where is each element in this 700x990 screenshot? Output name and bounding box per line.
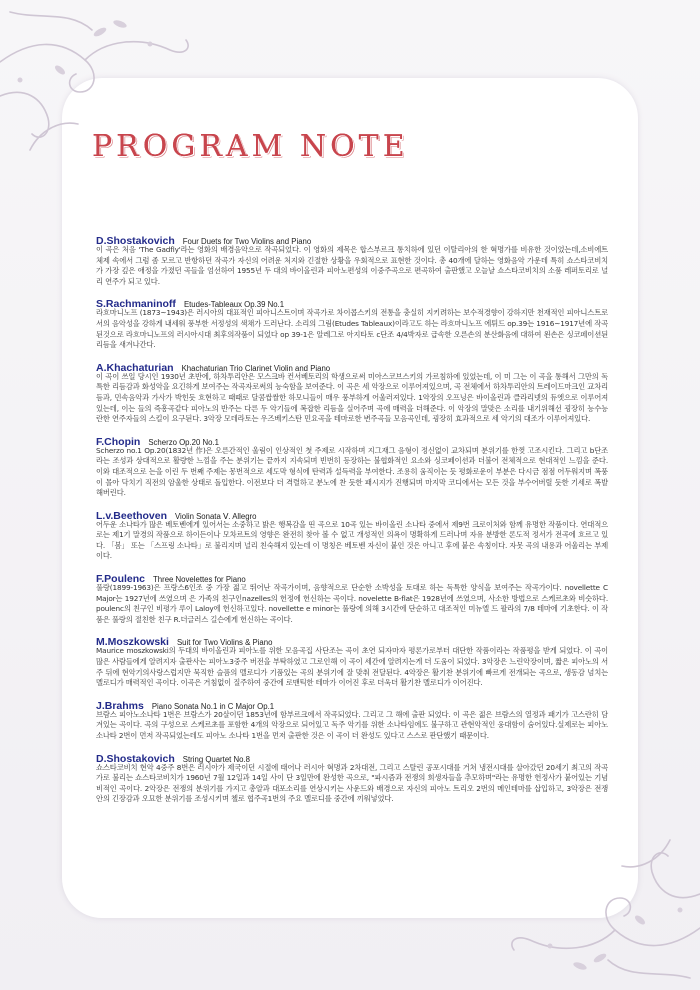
note-text: 라흐마니노프 (1873~1943)은 러시아의 대표적인 피아니스트이며 작곡가로 차이콥스키의 전통을 충실히 지키려하는 보수적경향이 강하지만 천재적인 피아니스트로서의 음악성을 강하게 내세워 풍부한 서정성의 색채가 드러난다. 소리의 그림(Etudes Tableaux)이라고도 하는 라흐마니노프 에튀드 op.39는 1916~1917년에 작곡된것으로 라흐마니노프의 러시아시대 최후의작품이 되었다 op 39-1은 알레그로 아지타토 c단조 4/4박자로 급속한 오른손의 분산화음에 대하여 왼손은 싱코페이션된 리듬을 새겨나간다.: [96, 308, 608, 350]
composer-name: J.Brahms: [96, 699, 144, 712]
list-item: [96, 359, 608, 425]
list-item: [96, 570, 608, 625]
note-text: Maurice moszkowski의 두대의 바이올린과 피아노를 위한 모음곡집 사단조는 곡이 초연 되자마자 평론가로부터 대단한 작품이라는 작품평을 받게 되었다. 이 곡이 많은 사람들에게 알려지자 출판사는 피아노3중주 버전을 부탁하였고 그로인해 이 곡이 세간에 알려지는게 더 도움이 되었다. 3악장은 느린악장이며, 짧은 피아노의 서주 뒤에 현악기의사랑스럽지만 묵직한 슬픔의 멜로디가 기품있는 곡의 분위기에 잘 맞춰 전달된다. 4악장은 활기찬 분위기에 빠르게 전개되는 곡으로, 생동감 넘치는 멜로디가 매력적인 곡이다. 이곡은 거침없이 질주하여 중간에 로맨틱한 테마가 이어진 후로 더욱더 활기찬 멜로디가 이어진다.: [96, 646, 608, 688]
list-item: [96, 232, 608, 287]
list-item: [96, 295, 608, 350]
list-item: [96, 633, 608, 688]
composer-name: S.Rachmaninoff: [96, 298, 176, 311]
page-title: PROGRAM NOTE: [92, 129, 409, 164]
piece-title: String Quartet No.8: [182, 754, 250, 764]
piece-title: Piano Sonata No.1 in C Major Op.1: [151, 701, 275, 711]
composer-name: F.Chopin: [96, 435, 141, 448]
list-item: [96, 507, 608, 562]
note-text: Scherzo no.1 Op.20(1832년 作)은 오른간적인 울림이 인상적인 첫 주제로 시작하며 지그재그 음형이 정신없이 교차되며 분위기를 한껏 고조시킨다. 그리고 b단조라는 조성과 상대적으로 활량한 느낌을 주는 분위기는 끝까지 지속되며 빈번히 등장하는 불협화적인 요소와 싱코페이션과 더불어 전체적으로 현대적인 느낌을 준다. 이와 대조적으로 는을 이린 두 번째 주제는 몽번적으로 세도막 형식에 탄력과 설득력을 부여한다. 조용히 움직이는 듯 평화로운이 부분은 다시금 점점 어두워지며 폭풍이 몰아 닥치기 직전의 암울한 상태로 돌입한다. 이전보다 더 격렬하고 분노에 찬 듯한 패시지가 진행되며 마지막 코디에서는 모든 것을 부수어버릴 듯한 기세로 폭발해버린다.: [96, 445, 608, 498]
list-item: [96, 697, 608, 742]
note-text: 쇼스타코비치 현악 4중주 8번은 러시아가 제국이던 시절에 태어나 러시아 혁명과 2차대전, 그리고 스탈린 공포시대를 거쳐 냉전시대를 살아갔던 20세기 최고의 작곡가로 불리는 쇼스타코비치가 1960년 7월 12일과 14일 사이 단 3일만에 완성한 곡으로, "파시즘과 전쟁의 희생자들을 추모하며"라는 유명한 헌정사가 붙어있는 기념비적인 곡이다. 2악장은 전쟁의 분위기를 가지고 총알과 대포소리를 연상시키는 사운드와 배경으로 자신의 피아노 트리오 2번의 메인테마를 삽입하고, 3악장은 전쟁안의 긴장감과 오묘한 분위기를 조성시키며 첼로 협주곡1번의 주요 멜로디를 중간에 끼워넣었다.: [96, 762, 608, 804]
piece-title: Three Novelettes for Piano: [153, 575, 246, 585]
composer-name: D.Shostakovich: [96, 752, 175, 765]
program-notes-list: [96, 232, 608, 813]
composer-name: M.Moszkowski: [96, 636, 169, 649]
piece-title: Violin Sonata Ⅴ. Allegro: [175, 511, 257, 521]
piece-title: Four Duets for Two Violins and Piano: [182, 237, 312, 246]
composer-name: L.v.Beethoven: [96, 509, 167, 522]
note-text: 이 곡이 쓰일 당시인 1930년 초반에, 하차투리안은 모스크바 컨서베토리의 학생으로써 미아스코브스키의 가르침하에 있었는데, 이 미 그는 이 곡을 통해서 그만의 독특한 리듬감과 화성악을 요긴하게 보여주는 작곡자로써의 능숙함을 보여준다. 이 곡은 세 악장으로 이루어져있으며, 곡 전체에서 하차투리안의 트레이드마크인 교차리듬과, 민속음악과 가사가 박힌듯 흐현하고 때때로 달콤쌉쌀한 하모니들이 매우 풍부하게 어울러져있다. 1악장의 오프닝은 바이올린과 클라리넷의 듀엣으로 이루어져있는데, 이는 들의 즉흥곡같다 피아노의 반주는 다른 두 악기들에 복잡한 리듬을 실어주며 곡에 매력을 더해준다. 이 악장의 말맞은 소리를 내기위해선 굉장히 능수능란한 연주자들의 스킬이 요구된다. 3악장 모데라토는 우즈베키스탄 민요곡을 테마로한 변주곡들 모음곡인데, 굉장히 효과적으로 세 악기의 대조가 이루어져있다.: [96, 371, 608, 424]
composer-name: D.Shostakovich: [96, 235, 175, 247]
piece-title: Etudes-Tableaux Op.39 No.1: [183, 300, 285, 310]
piece-title: Scherzo Op.20 No.1: [148, 437, 219, 447]
note-text: 브람스 피아노소나타 1번은 브람스가 20살이던 1853년에 함부르크에서 작곡되었다. 그리고 그 해에 출판 되었다. 이 곡은 젊은 브람스의 열정과 패기가 고스란히 담겨있는 곡이다. 곡의 구성으로 스케르초를 포함한 4개의 악장으로 되어있고 독주 악기를 위한 소나타임에도 불구하고 관현악적인 웅대함이 숨어있다.실제로는 피아노소나타 2번이 먼저 작곡되었는데도 피아노 소나타 1번을 먼저 출판한 것은 이 곡이 더 완성도 있다고 스스로 판단했기 때문이다.: [96, 709, 608, 740]
list-item: [96, 750, 608, 805]
note-text: 풀랑(1899-1963)은 프랑스6인조 중 가장 젊고 뛰어난 작곡가이며, 음향적으로 단순한 소박성을 토대로 하는 독특한 양식을 보여주는 작곡가이다. novellette C Major는 1927년에 쓰였으며 은 가족의 친구인nazelles의 헌정에 헌신하는 곡이다. novelette B-flat은 1928년에 쓰였으며, 사소한 방법으로 스케르초와 비슷하다. poulenc의 친구인 비평가 루이 Laloy에 헌신하고있다. novellette e minor는 풀랑에 의해 3시간에 단순하고 대조적인 미뉴엘 드 팔라의 7/8 테마에 기초한다. 이 작품은 풀랑의 절친한 친구 R.더글러스 길슨에게 헌신하는 곡이다.: [96, 583, 608, 624]
floral-flourish-icon: [480, 830, 700, 990]
piece-title: Suit for Two Violins & Piano: [176, 638, 273, 648]
list-item: [96, 433, 608, 499]
composer-name: A.Khachaturian: [96, 361, 174, 374]
composer-name: F.Poulenc: [96, 573, 146, 586]
note-text: 이 곡은 처음 'The Gadfly'라는 영화의 배경음악으로 작곡되었다. 이 영화의 제목은 합스부르크 통치하에 있던 이탈리아의 한 혁명가를 비유한 것이었는데,소비에트 체제 속에서 그럼 좀 모르고 반항하던 작곡가 자신의 어려운 처지와 긴절한 상황을 우회적으로 표현한 것이다. 총 40개에 달하는 영화음악 가운데 특히 쇼스타코비치가 가장 깊은 애정을 가졌던 곡들을 엄선하여 1955년 두 대의 바이올린과 피아노편성의 이중주곡으로 편곡하여 출판했고 오늘날 쇼스타코비치의 소품 레퍼토리로 널리 연주가 되고 있다.: [96, 245, 608, 286]
piece-title: Khachaturian Trio Clarinet Violin and Piano: [181, 363, 331, 373]
note-text: 어두운 소나타가 많은 베토벤에게 있어서는 소중하고 밝은 행복감을 띤 곡으로 10곡 있는 바이올린 소나타 중에서 제9번 크로이처와 함께 유명한 작품이다. 연대적으로는 제1기 말경의 작품으로 하이든이나 모차르트의 영향은 완전히 찾아 볼 수 없고 개성적인 의욕이 명확하게 드러나며 자유 분방한 론도적 정서가 전곡에 흐르고 있다. 「봄」 또는 「스프링 소나타」로 불리지며 널리 친숙해져 있는데 이 명칭은 베토벤 자신이 붙인 것은 아니고 후에 붙은 속칭이다. 자못 곡의 내용과 어울리는 부제이다.: [96, 519, 608, 561]
